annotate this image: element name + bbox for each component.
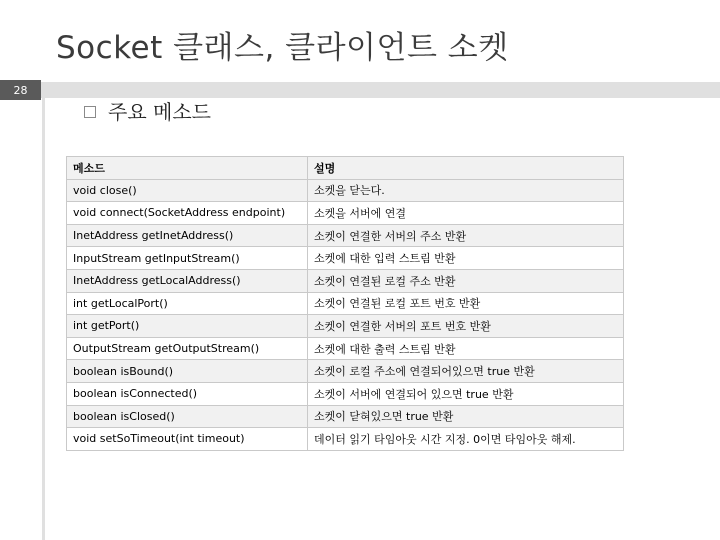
description-cell: 소켓이 연결한 서버의 주소 반환 — [308, 224, 624, 247]
table-row — [67, 247, 624, 270]
table-row — [67, 337, 624, 360]
method-cell: boolean isConnected() — [67, 382, 308, 405]
description-cell: 데이터 읽기 타임아웃 시간 지정. 0이면 타임아웃 해제. — [308, 428, 624, 451]
methods-table — [66, 156, 624, 451]
method-cell: boolean isClosed() — [67, 405, 308, 428]
square-bullet-icon — [84, 106, 96, 118]
description-cell: 소켓이 서버에 연결되어 있으면 true 반환 — [308, 382, 624, 405]
method-cell: void close() — [67, 179, 308, 202]
table-row — [67, 179, 624, 202]
method-cell: void setSoTimeout(int timeout) — [67, 428, 308, 451]
description-cell: 소켓이 닫혀있으면 true 반환 — [308, 405, 624, 428]
method-cell: InetAddress getInetAddress() — [67, 224, 308, 247]
bullet-text: 주요 메소드 — [108, 100, 211, 124]
method-cell: InetAddress getLocalAddress() — [67, 269, 308, 292]
description-cell: 소켓이 로컬 주소에 연결되어있으면 true 반환 — [308, 360, 624, 383]
method-cell: boolean isBound() — [67, 360, 308, 383]
method-cell: int getLocalPort() — [67, 292, 308, 315]
method-cell: InputStream getInputStream() — [67, 247, 308, 270]
description-cell: 소켓이 연결된 로컬 포트 번호 반환 — [308, 292, 624, 315]
description-cell: 소켓을 닫는다. — [308, 179, 624, 202]
method-cell: void connect(SocketAddress endpoint) — [67, 202, 308, 225]
table-row — [67, 405, 624, 428]
method-cell: int getPort() — [67, 315, 308, 338]
table-row — [67, 224, 624, 247]
description-cell: 소켓을 서버에 연결 — [308, 202, 624, 225]
table-row — [67, 202, 624, 225]
method-cell: OutputStream getOutputStream() — [67, 337, 308, 360]
table-row — [67, 269, 624, 292]
table-row — [67, 360, 624, 383]
table-row — [67, 315, 624, 338]
description-cell: 소켓이 연결된 로컬 주소 반환 — [308, 269, 624, 292]
header-description: 설명 — [308, 157, 624, 180]
description-cell: 소켓이 연결한 서버의 포트 번호 반환 — [308, 315, 624, 338]
table-row — [67, 382, 624, 405]
header-method: 메소드 — [67, 157, 308, 180]
description-cell: 소켓에 대한 입력 스트림 반환 — [308, 247, 624, 270]
page-number: 28 — [0, 80, 41, 100]
slide-title: Socket 클래스, 클라이언트 소켓 — [56, 30, 509, 66]
table-row — [67, 292, 624, 315]
table-header-row — [67, 157, 624, 180]
left-rule — [42, 98, 45, 540]
table-row — [67, 428, 624, 451]
bullet-item — [84, 96, 211, 125]
description-cell: 소켓에 대한 출력 스트림 반환 — [308, 337, 624, 360]
